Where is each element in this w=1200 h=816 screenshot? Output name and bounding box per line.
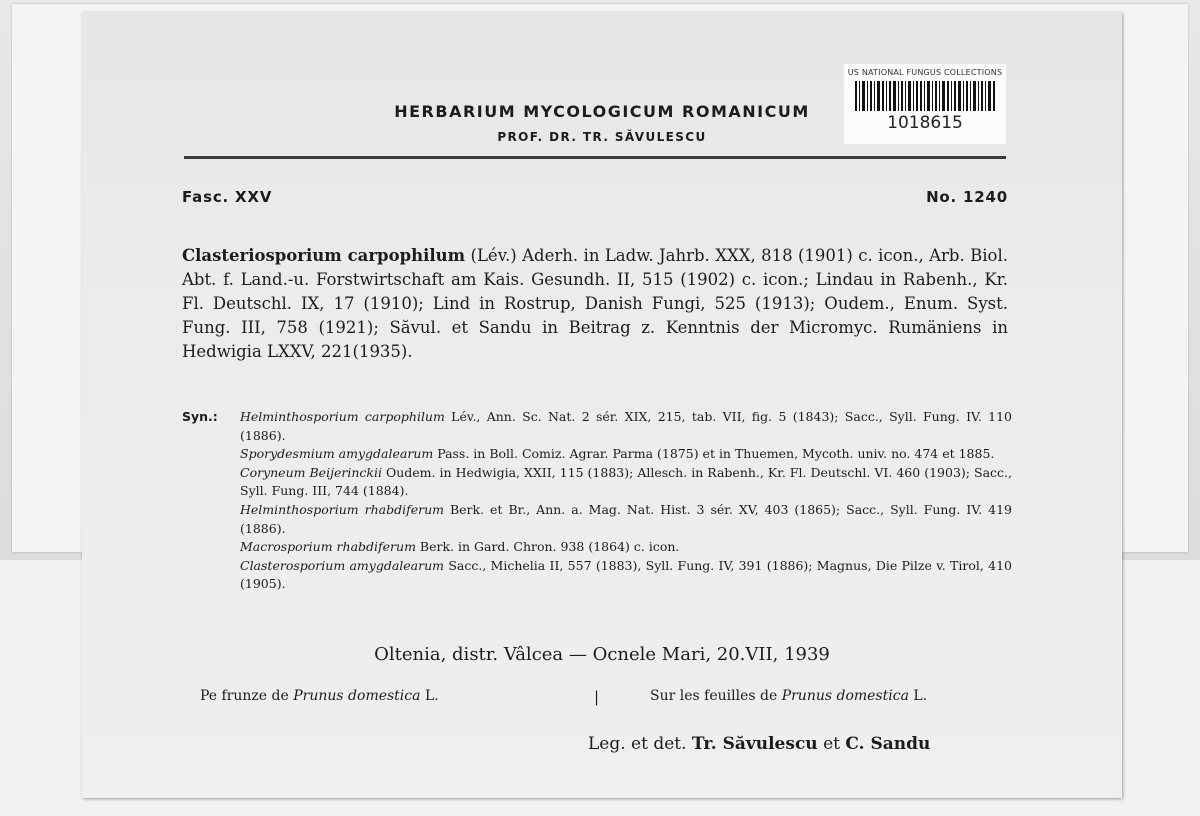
species-name: Clasteriosporium carpophilum <box>182 246 466 265</box>
synonym-name: Coryneum Beijerinckii <box>240 464 382 480</box>
fascicle-number: Fasc. XXV <box>182 188 273 206</box>
species-citation: (Lév.) Aderh. in Ladw. Jahrb. XXX, 818 (1901) c. icon., Arb. Biol. Abt. f. Land.-u. Forstwirtschaft am Kais. Gesundh. II, 515 (1902) c. icon.; Lindau in Rabenh., Kr. Fl. Deutschl. IX, 17 (1910); Lind in Rostrup, Danish Fungi, 525 (1913); Oudem., Enum. Syst. Fung. III, 758 (1921); Săvul. et Sandu in Beitrag z. Kenntnis der Micromyc. Rumäniens in Hedwigia LXXV, 221(1935). <box>182 246 1008 361</box>
synonym-reference: Lév., Ann. Sc. Nat. 2 sér. XIX, 215, tab. VII, fig. 5 (1843); Sacc., Syll. Fung. IV. 110 (1886). <box>240 409 1012 443</box>
synonym-reference: Sacc., Michelia II, 557 (1883), Syll. Fung. IV, 391 (1886); Magnus, Die Pilze v. Tirol, 410 (1905). <box>240 557 1012 592</box>
synonym-name: Helminthosporium carpophilum <box>240 409 445 424</box>
barcode-number: 1018615 <box>887 113 963 133</box>
synonym-reference: Pass. in Boll. Comiz. Agrar. Parma (1875) et in Thuemen, Mycoth. univ. no. 474 et 1885. <box>437 446 995 462</box>
specimen-number: No. 1240 <box>926 188 1008 206</box>
synonym-name: Macrosporium rhabdiferum <box>240 539 416 555</box>
host-prefix-fr: Sur les feuilles de <box>650 688 778 704</box>
species-entry <box>182 244 1008 364</box>
herbarium-title: HERBARIUM MYCOLOGICUM ROMANICUM <box>394 102 810 121</box>
synonym-item <box>182 464 1012 501</box>
host-french <box>650 688 927 704</box>
synonym-item <box>182 557 1012 594</box>
collection-locality: Oltenia, distr. Vâlcea — Ocnele Mari, 20.VII, 1939 <box>374 644 830 665</box>
synonyms-block <box>182 408 1012 594</box>
barcode-caption: US NATIONAL FUNGUS COLLECTIONS <box>847 68 1003 77</box>
synonym-name: Clasterosporium amygdalearum <box>240 557 445 573</box>
synonym-item <box>182 538 1012 557</box>
synonym-item <box>182 408 1012 445</box>
host-author-fr: L. <box>913 688 928 704</box>
collector-name-1: Tr. Săvulescu <box>691 734 818 754</box>
host-prefix-ro: Pe frunze de <box>200 688 289 704</box>
synonym-item <box>182 445 1012 464</box>
synonym-name: Sporydesmium amygdalearum <box>240 446 434 462</box>
host-separator: | <box>594 688 600 706</box>
host-romanian <box>200 688 439 704</box>
host-species-fr: Prunus domestica <box>781 688 909 704</box>
collector-conjunction: et <box>823 734 840 754</box>
synonym-reference: Berk. in Gard. Chron. 938 (1864) c. icon. <box>419 539 680 555</box>
specimen-label <box>82 12 1122 798</box>
synonyms-label: Syn.: <box>182 409 218 424</box>
collector-prefix: Leg. et det. <box>588 734 687 754</box>
collector-line <box>588 734 930 754</box>
collector-name-2: C. Sandu <box>845 734 931 754</box>
host-author-ro: L. <box>424 688 439 704</box>
host-species-ro: Prunus domestica <box>293 688 421 704</box>
synonym-reference: Oudem. in Hedwigia, XXII, 115 (1883); Allesch. in Rabenh., Kr. Fl. Deutschl. VI. 460 (1903); Sacc., Syll. Fung. III, 744 (1884). <box>240 464 1012 499</box>
synonym-name: Helminthosporium rhabdiferum <box>240 501 444 517</box>
herbarium-director: PROF. DR. TR. SĂVULESCU <box>497 130 707 144</box>
header-divider <box>184 156 1006 159</box>
synonym-reference: Berk. et Br., Ann. a. Mag. Nat. Hist. 3 sér. XV, 403 (1865); Sacc., Syll. Fung. IV. 419 (1886). <box>240 501 1012 536</box>
synonym-item <box>182 501 1012 538</box>
